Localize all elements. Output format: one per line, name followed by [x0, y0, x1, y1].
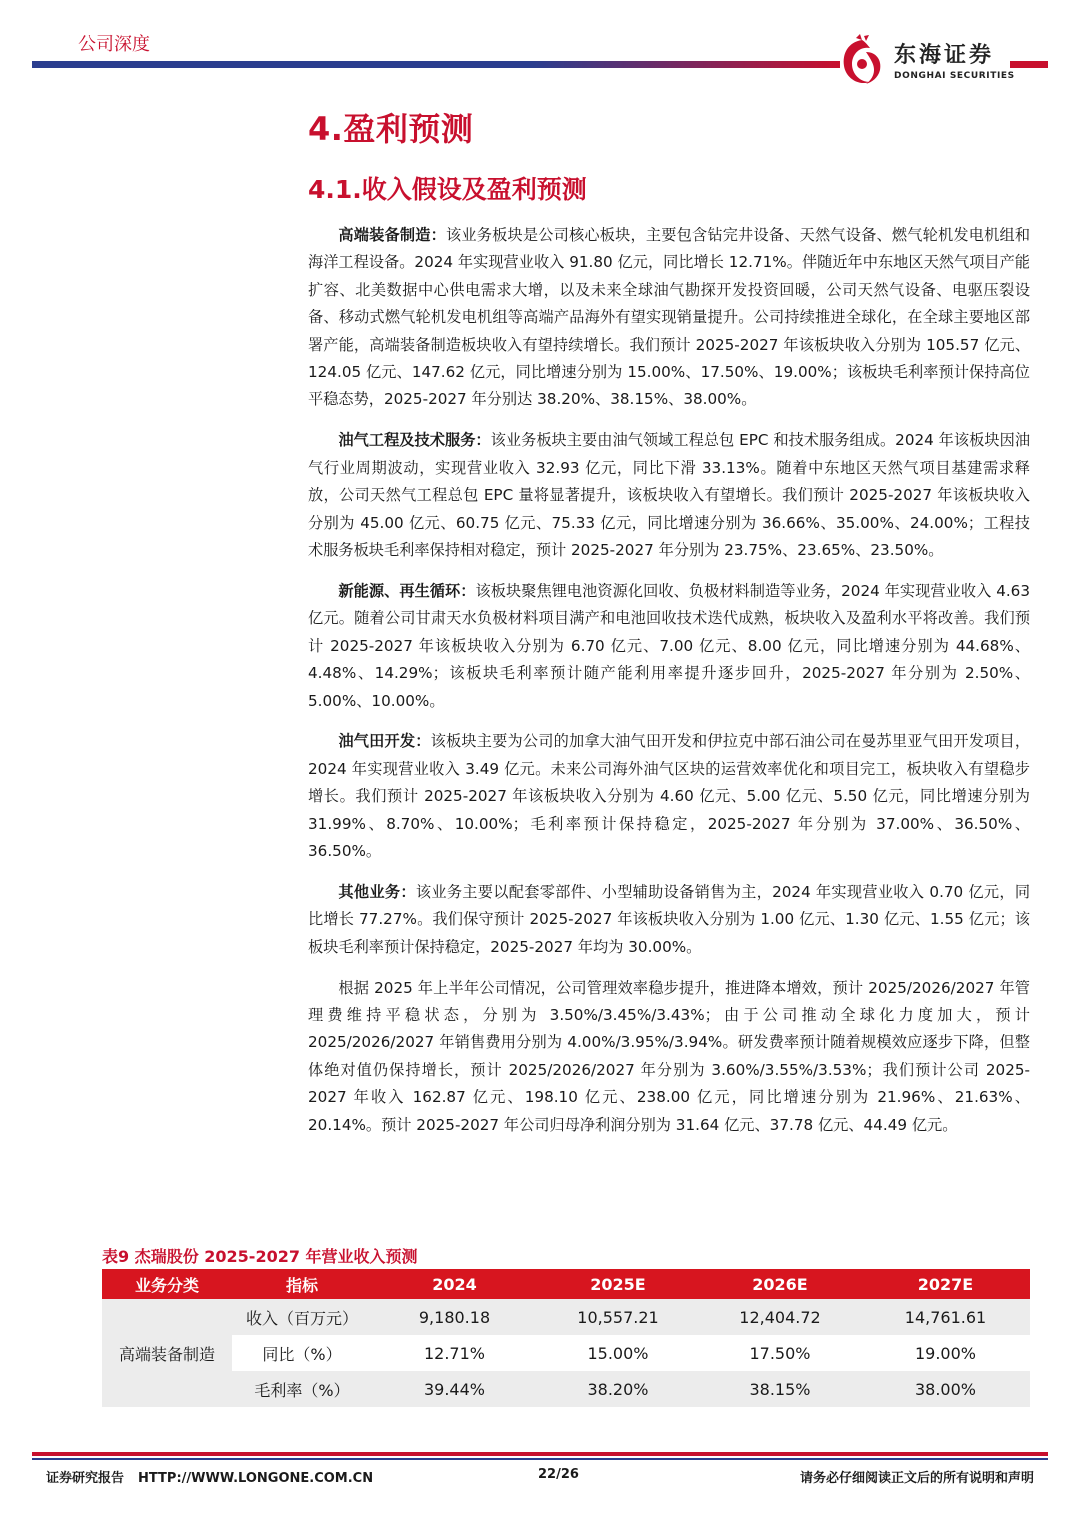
table-cell: 38.15% — [699, 1371, 861, 1407]
paragraph-text: 该板块聚焦锂电池资源化回收、负极材料制造等业务，2024 年实现营业收入 4.63 亿元。随着公司甘肃天水负极材料项目满产和电池回收技术迭代成熟，板块收入及盈利水平将改善。我们预计 2025-2027 年该板块收入分别为 6.70 亿元、7.00 亿元、8.00 亿元，同比增速分别为 44.68%、4.48%、14.29%；该板块毛利率预计随产能利用率提升逐步回升，2025-2027 年分别为 2.50%、5.00%、10.00%。 — [308, 581, 1031, 710]
section-title: 4.盈利预测 — [308, 110, 474, 148]
revenue-forecast-table — [102, 1269, 1030, 1407]
table-cell: 19.00% — [914, 1343, 976, 1363]
table-cell: 17.50% — [749, 1343, 811, 1363]
footer-divider — [32, 1452, 1048, 1456]
paragraph-text: 该业务主要以配套零部件、小型辅助设备销售为主，2024 年实现营业收入 0.70 亿元，同比增长 77.27%。我们保守预计 2025-2027 年该板块收入分别为 1.00 亿元、1.30 亿元、1.55 亿元；该板块毛利率预计保持稳定，2025-2027 年均为 30.00%。 — [308, 882, 1031, 956]
paragraph-text: 该业务板块是公司核心板块，主要包含钻完井设备、天然气设备、燃气轮机发电机组和海洋工程设备。2024 年实现营业收入 91.80 亿元，同比增长 12.71%。伴随近年中东地区天然气项目产能扩容、北美数据中心供电需求大增，以及未来全球油气勘探开发投资回暖，公司天然气设备、电驱压裂设备、移动式燃气轮机发电机组等高端产品海外有望实现销量提升。公司持续推进全球化，在全球主要地区部署产能，高端装备制造板块收入有望持续增长。我们预计 2025-2027 年该板块收入分别为 105.57 亿元、124.05 亿元、147.62 亿元，同比增速分别为 15.00%、17.50%、19.00%；该板块毛利率预计保持高位平稳态势，2025-2027 年分别达 38.20%、38.15%、38.00%。 — [308, 226, 1031, 409]
paragraph-oil-gas-engineering — [308, 427, 1030, 564]
table-cell: 14,761.61 — [861, 1299, 1030, 1335]
subsection-title: 4.1.收入假设及盈利预测 — [308, 175, 587, 204]
company-logo — [836, 34, 1026, 92]
footer-divider-thin — [32, 1458, 1048, 1460]
paragraph-high-end-equipment — [308, 222, 1030, 414]
table-cell: 同比（%） — [262, 1344, 342, 1364]
paragraph-text: 该业务板块主要由油气领域工程总包 EPC 和技术服务组成。2024 年该板块因油气行业周期波动，实现营业收入 32.93 亿元，同比下滑 33.13%。随着中东地区天然气项目基建需求释放，公司天然气工程总包 EPC 量将显著提升，该板块收入有望增长。我们预计 2025-2027 年该板块收入分别为 45.00 亿元、60.75 亿元、75.33 亿元，同比增速分别为 36.66%、35.00%、24.00%；工程技术服务板块毛利率保持相对稳定，预计 2025-2027 年分别为 23.75%、23.65%、23.50%。 — [308, 431, 1031, 559]
table-cell: 10,557.21 — [537, 1299, 699, 1335]
footer-left — [46, 1467, 373, 1486]
footer-report-type: 证券研究报告 — [46, 1471, 125, 1486]
table-cell: 38.20% — [537, 1371, 699, 1407]
table-header-cell: 2024 — [372, 1269, 537, 1299]
table-row — [102, 1299, 1030, 1335]
table-header-cell: 2025E — [537, 1269, 699, 1299]
footer-disclaimer: 请务必仔细阅读正文后的所有说明和声明 — [799, 1471, 1034, 1486]
table-header-cell: 业务分类 — [102, 1269, 232, 1299]
table-row — [102, 1371, 1030, 1407]
table-header-row — [102, 1269, 1030, 1299]
paragraph-lead: 油气工程及技术服务： — [338, 431, 491, 450]
table-cell: 38.00% — [861, 1371, 1030, 1407]
table-cell: 15.00% — [587, 1343, 649, 1363]
paragraph-lead: 新能源、再生循环： — [338, 581, 476, 600]
header-divider — [32, 61, 840, 68]
header-label: 公司深度 — [78, 34, 150, 55]
footer-url-link[interactable]: HTTP://WWW.LONGONE.COM.CN — [138, 1471, 374, 1486]
body-text — [308, 222, 1030, 1153]
table-header-cell: 2027E — [861, 1269, 1030, 1299]
page-number: 22/26 — [538, 1467, 579, 1482]
logo-chinese-name: 东海证券 — [894, 43, 995, 68]
paragraph-lead: 高端装备制造： — [338, 226, 447, 244]
table-header-cell: 2026E — [699, 1269, 861, 1299]
paragraph-text: 根据 2025 年上半年公司情况，公司管理效率稳步提升，推进降本增效，预计 2025/2026/2027 年管理费维持平稳状态，分别为 3.50%/3.45%/3.43%；由于公司推动全球化力度加大，预计 2025/2026/2027 年销售费用分别为 4.00%/3.95%/3.94%。研发费率预计随着规模效应逐步下降，但整体绝对值仍保持增长，预计 2025/2026/2027 年分别为 3.60%/3.55%/3.53%；我们预计公司 2025-2027 年收入 162.87 亿元、198.10 亿元、238.00 亿元，同比增速分别为 21.96%、21.63%、20.14%。预计 2025-2027 年公司归母净利润分别为 31.64 亿元、37.78 亿元、44.49 亿元。 — [308, 978, 1030, 1134]
paragraph-lead: 油气田开发： — [338, 732, 431, 751]
table-cell: 12,404.72 — [699, 1299, 861, 1335]
paragraph-lead: 其他业务： — [338, 882, 416, 901]
table-cell: 39.44% — [372, 1371, 537, 1407]
table-category-cell: 高端装备制造 — [102, 1299, 232, 1407]
paragraph-summary — [308, 975, 1030, 1139]
table-cell: 毛利率（%） — [232, 1371, 372, 1407]
paragraph-oilfield-development — [308, 728, 1030, 865]
table-row — [102, 1335, 1030, 1371]
table-cell: 收入（百万元） — [232, 1299, 372, 1335]
table-caption: 表9 杰瑞股份 2025-2027 年营业收入预测 — [102, 1247, 418, 1266]
table-header-cell: 指标 — [232, 1269, 372, 1299]
table-cell: 12.71% — [423, 1343, 485, 1363]
dragon-logo-icon — [836, 34, 888, 90]
logo-english-name: DONGHAI SECURITIES — [894, 71, 1015, 81]
table-cell: 9,180.18 — [372, 1299, 537, 1335]
paragraph-new-energy — [308, 578, 1030, 715]
paragraph-other-business — [308, 879, 1030, 961]
paragraph-text: 该板块主要为公司的加拿大油气田开发和伊拉克中部石油公司在曼苏里亚气田开发项目，2024 年实现营业收入 3.49 亿元。未来公司海外油气区块的运营效率优化和项目完工，板块收入有望稳步增长。我们预计 2025-2027 年该板块收入分别为 4.60 亿元、5.00 亿元、5.50 亿元，同比增速分别为 31.99%、8.70%、10.00%；毛利率预计保持稳定，2025-2027 年分别为 37.00%、36.50%、36.50%。 — [308, 732, 1031, 861]
